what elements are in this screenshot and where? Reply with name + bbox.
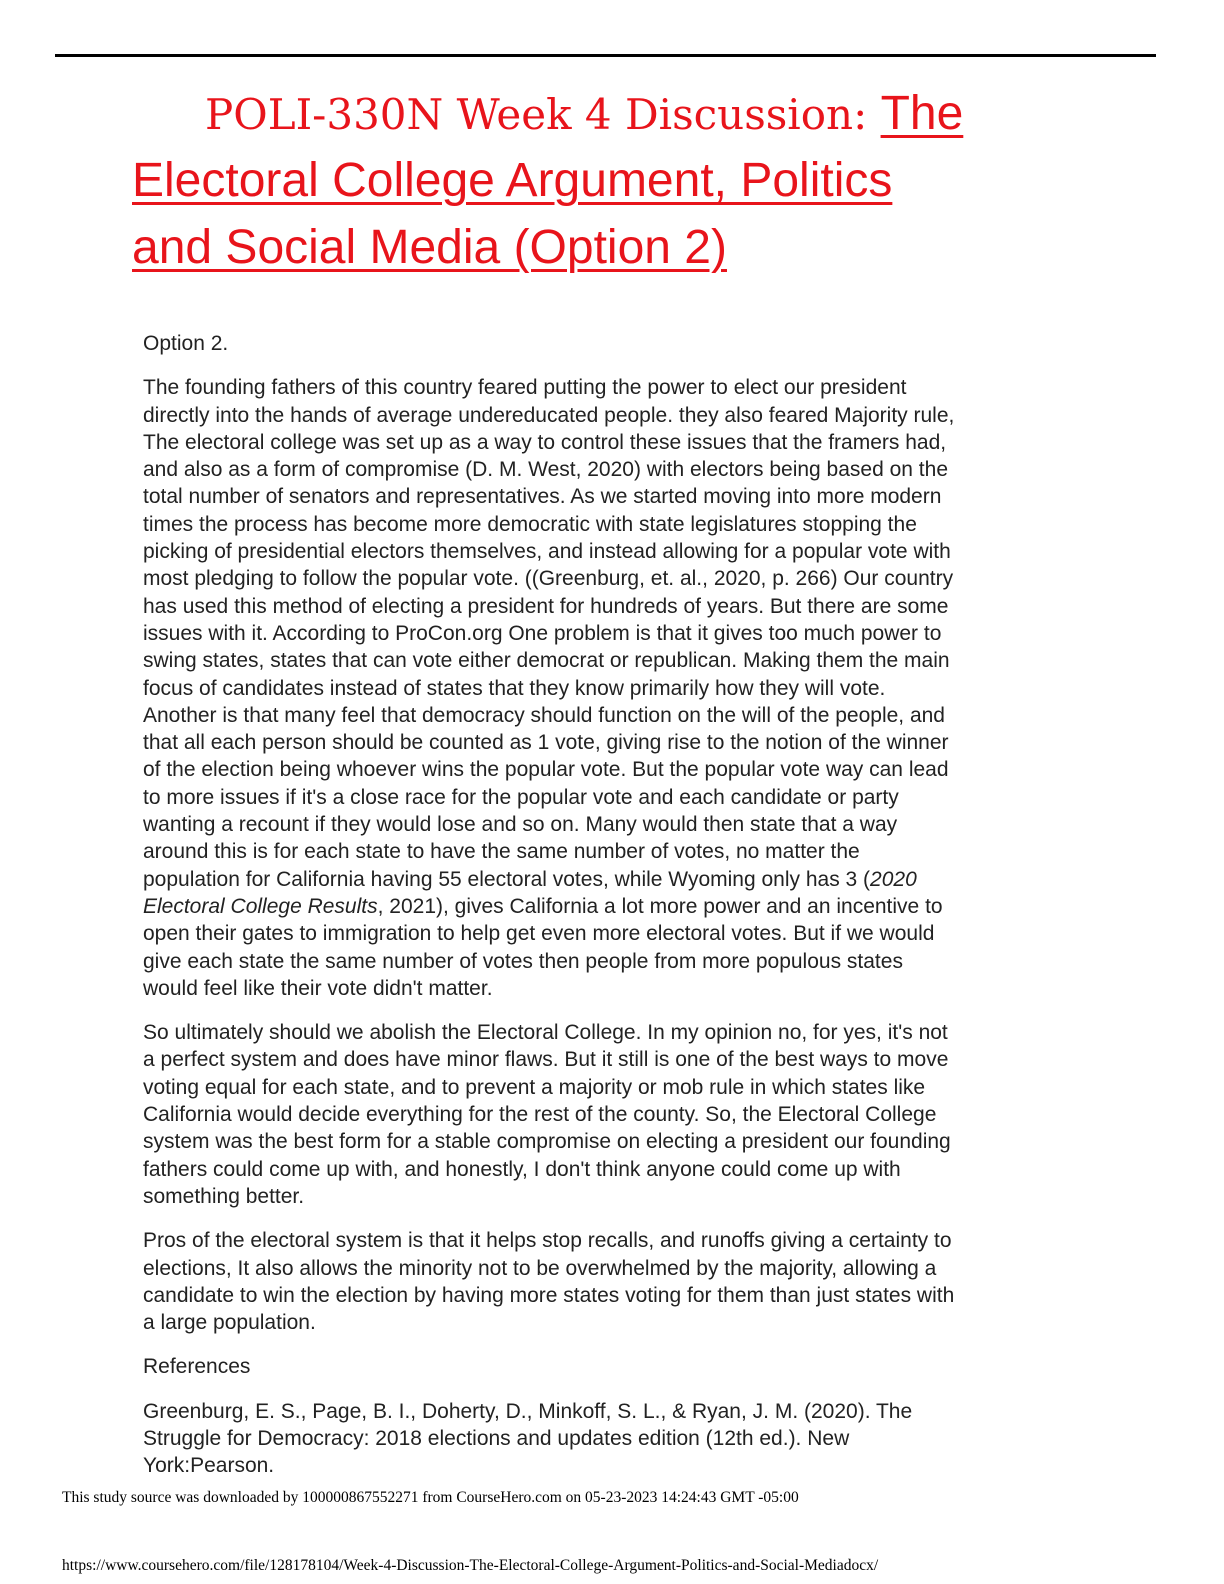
text-line: Struggle for Democracy: 2018 elections and updates edition (12th ed.). New [143,1426,850,1450]
text-line: Greenburg, E. S., Page, B. I., Doherty, D., Minkoff, S. L., & Ryan, J. M. (2020). The [143,1399,913,1423]
text-line: around this is for each state to have the same number of votes, no matter the [143,840,860,864]
paragraph-1 [143,374,1078,1002]
text-line: of the election being whoever wins the popular vote. But the popular vote way can lead [143,758,949,782]
text-line-with-citation [143,893,1078,920]
text-line: elections, It also allows the minority not to be overwhelmed by the majority, allowing a [143,1256,937,1280]
source-url[interactable]: https://www.coursehero.com/file/128178104/Week-4-Discussion-The-Electoral-College-Argument-Politics-and-Social-Mediadocx/ [62,1557,879,1574]
text-line: issues with it. According to ProCon.org One problem is that it gives too much power to [143,621,942,645]
paragraph-3 [143,1227,1078,1336]
text-line: would feel like their vote didn't matter. [143,976,493,1000]
text-line: The electoral college was set up as a way to control these issues that the framers had, [143,430,947,454]
title-line-3 [132,220,1032,287]
text-line: and also as a form of compromise (D. M. West, 2020) with electors being based on the [143,458,948,482]
citation-italic: Electoral College Results [143,894,378,918]
text-line: California would decide everything for the rest of the county. So, the Electoral College [143,1103,937,1127]
document-body [143,330,1078,1497]
references-heading-text: References [143,1355,251,1379]
text-line: a large population. [143,1311,316,1335]
title-link-part-1[interactable]: The [880,87,964,140]
text-line: total number of senators and representatives. As we started moving into more modern [143,485,942,509]
text-fragment: , 2021), gives California a lot more power and an incentive to [377,894,943,918]
title-link-part-2[interactable]: Electoral College Argument, Politics [132,154,893,207]
option-label-text: Option 2. [143,332,229,355]
top-rule [55,54,1156,57]
title-link-part-3[interactable]: and Social Media (Option 2) [132,221,727,274]
text-line: most pledging to follow the popular vote. ((Greenburg, et. al., 2020, p. 266) Our country [143,567,954,591]
reference-entry [143,1398,1078,1480]
title-line-1 [132,86,1032,153]
text-line: fathers could come up with, and honestly, I don't think anyone could come up with [143,1157,901,1181]
text-line: York:Pearson. [143,1454,275,1478]
text-line: to more issues if it's a close race for the popular vote and each candidate or party [143,785,899,809]
title-prefix: POLI-330N Week 4 Discussion: [205,90,881,139]
text-line: Another is that many feel that democracy should function on the will of the people, and [143,703,945,727]
text-line: has used this method of electing a president for hundreds of years. But there are some [143,594,949,618]
text-line: swing states, states that can vote either democrat or republican. Making them the main [143,649,950,673]
text-line: give each state the same number of votes then people from more populous states [143,949,903,973]
text-line: voting equal for each state, and to prevent a majority or mob rule in which states like [143,1075,926,1099]
text-line: directly into the hands of average undereducated people. they also feared Majority rule, [143,403,955,427]
text-line: focus of candidates instead of states that they know primarily how they will vote. [143,676,886,700]
text-line: So ultimately should we abolish the Electoral College. In my opinion no, for yes, it's not [143,1021,948,1045]
text-line: times the process has become more democratic with state legislatures stopping the [143,512,917,536]
paragraph-2 [143,1019,1078,1210]
page-title [132,86,1032,287]
text-line: system was the best form for a stable compromise on electing a president our founding [143,1130,951,1154]
text-line: picking of presidential electors themselves, and instead allowing for a popular vote with [143,540,951,564]
text-line: wanting a recount if they would lose and so on. Many would then state that a way [143,813,898,837]
text-line: Pros of the electoral system is that it helps stop recalls, and runoffs giving a certainty to [143,1229,952,1253]
option-label [143,330,1078,357]
text-line: that all each person should be counted as 1 vote, giving rise to the notion of the winner [143,731,949,755]
references-heading [143,1353,1078,1380]
title-line-2 [132,153,1032,220]
text-line: The founding fathers of this country feared putting the power to elect our president [143,376,907,400]
text-line: candidate to win the election by having more states voting for them than just states with [143,1283,955,1307]
text-line-with-citation [143,866,1078,893]
text-fragment: population for California having 55 electoral votes, while Wyoming only has 3 ( [143,867,871,891]
text-line: a perfect system and does have minor flaws. But it still is one of the best ways to move [143,1048,949,1072]
text-line: something better. [143,1184,305,1208]
citation-italic: 2020 [870,867,917,891]
download-source-notice: This study source was downloaded by 100000867552271 from CourseHero.com on 05-23-2023 14:24:43 GMT -05:00 [62,1489,799,1506]
text-line: open their gates to immigration to help get even more electoral votes. But if we would [143,922,935,946]
